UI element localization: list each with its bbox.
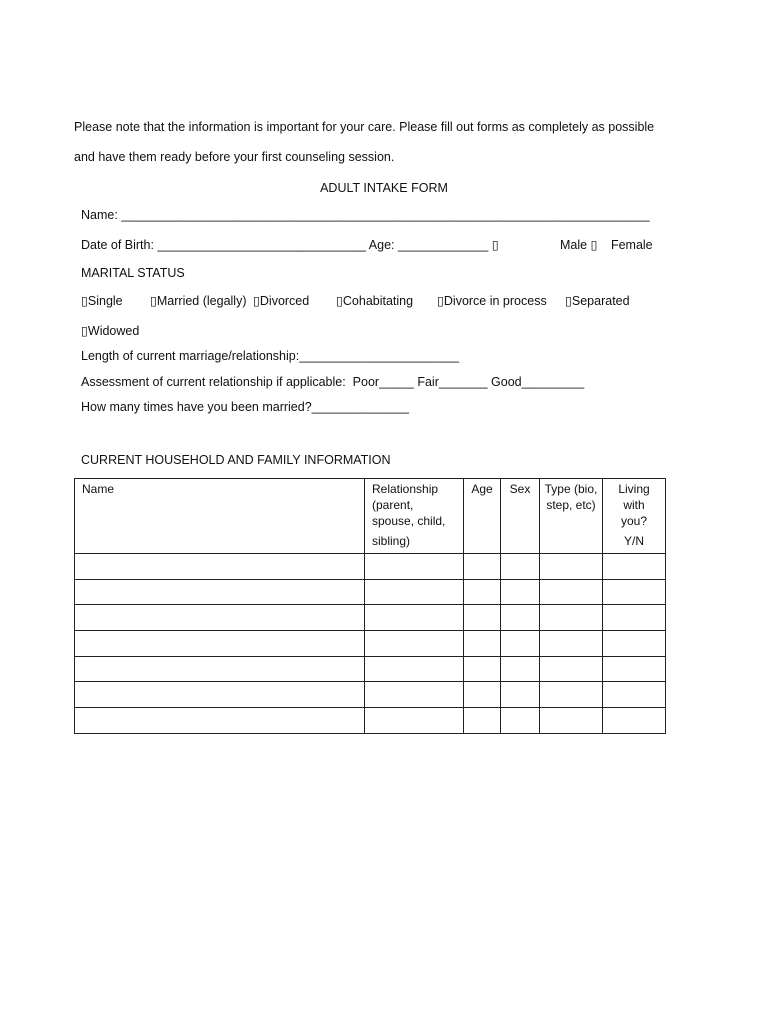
cell-name[interactable]: [75, 656, 365, 682]
checkbox-icon[interactable]: ▯: [81, 294, 88, 308]
dob-label: Date of Birth:: [81, 238, 154, 252]
marital-status-heading: MARITAL STATUS: [81, 266, 185, 280]
dob-input-line[interactable]: ______________________________: [157, 238, 366, 252]
cell-age[interactable]: [464, 579, 501, 605]
table-row: [75, 656, 666, 682]
cell-living-with-you[interactable]: [603, 579, 666, 605]
marital-option-widowed[interactable]: ▯Widowed: [81, 324, 140, 338]
household-table: [74, 478, 666, 734]
checkbox-icon[interactable]: ▯: [565, 294, 572, 308]
household-table-header: [75, 479, 666, 554]
cell-age[interactable]: [464, 682, 501, 708]
table-row: [75, 579, 666, 605]
table-row: [75, 631, 666, 657]
marital-option-divorce-in-process[interactable]: ▯Divorce in process: [437, 294, 547, 308]
cell-type[interactable]: [540, 656, 603, 682]
col-header-living-with-you: Living with you? Y/N: [603, 479, 666, 554]
cell-living-with-you[interactable]: [603, 631, 666, 657]
assessment-row: [81, 375, 584, 389]
good-label: Good: [491, 375, 522, 389]
times-married-input-line[interactable]: ______________: [311, 400, 409, 414]
cell-name[interactable]: [75, 631, 365, 657]
dob-row: [81, 237, 499, 252]
cell-age[interactable]: [464, 656, 501, 682]
age-input-line[interactable]: _____________: [398, 238, 489, 252]
intro-line-2: and have them ready before your first counseling session.: [74, 150, 395, 164]
household-heading: CURRENT HOUSEHOLD AND FAMILY INFORMATION: [81, 453, 391, 467]
table-row: [75, 708, 666, 734]
poor-label: Poor: [352, 375, 380, 389]
col-header-sex: Sex: [501, 479, 540, 554]
fair-input-line[interactable]: _______: [438, 375, 488, 389]
cell-age[interactable]: [464, 708, 501, 734]
name-input-line[interactable]: ____________________________________________________________________________: [121, 208, 650, 222]
male-label: Male: [560, 238, 588, 252]
cell-age[interactable]: [464, 554, 501, 580]
table-row: [75, 554, 666, 580]
checkbox-icon[interactable]: ▯: [253, 294, 260, 308]
marital-option-cohabitating[interactable]: ▯Cohabitating: [336, 294, 414, 308]
cell-sex[interactable]: [501, 682, 540, 708]
cell-relationship[interactable]: [365, 656, 464, 682]
cell-name[interactable]: [75, 605, 365, 631]
intro-line-1: Please note that the information is important for your care. Please fill out forms as completely as possible: [74, 120, 655, 134]
cell-type[interactable]: [540, 579, 603, 605]
cell-living-with-you[interactable]: [603, 656, 666, 682]
cell-relationship[interactable]: [365, 682, 464, 708]
name-row: [81, 208, 650, 222]
relationship-length-input-line[interactable]: _______________________: [299, 349, 460, 363]
cell-name[interactable]: [75, 682, 365, 708]
cell-name[interactable]: [75, 708, 365, 734]
col-header-relationship: Relationship (parent, spouse, child, sibling): [365, 479, 464, 554]
female-label: Female: [610, 238, 653, 252]
cell-age[interactable]: [464, 631, 501, 657]
checkbox-icon[interactable]: ▯: [150, 294, 157, 308]
cell-type[interactable]: [540, 682, 603, 708]
cell-sex[interactable]: [501, 579, 540, 605]
cell-living-with-you[interactable]: [603, 605, 666, 631]
cell-type[interactable]: [540, 631, 603, 657]
checkbox-icon[interactable]: ▯: [336, 294, 343, 308]
household-table-body: [75, 554, 666, 734]
name-label: Name:: [81, 208, 118, 222]
cell-living-with-you[interactable]: [603, 682, 666, 708]
good-input-line[interactable]: _________: [521, 375, 585, 389]
cell-type[interactable]: [540, 708, 603, 734]
sex-checkbox-1-icon[interactable]: ▯: [491, 238, 499, 252]
cell-sex[interactable]: [501, 605, 540, 631]
cell-sex[interactable]: [501, 631, 540, 657]
marital-option-separated[interactable]: ▯Separated: [565, 294, 630, 308]
assessment-label: Assessment of current relationship if applicable:: [81, 375, 346, 389]
cell-sex[interactable]: [501, 656, 540, 682]
cell-name[interactable]: [75, 554, 365, 580]
age-label: Age:: [368, 238, 395, 252]
table-row: [75, 682, 666, 708]
table-row: [75, 605, 666, 631]
cell-sex[interactable]: [501, 554, 540, 580]
sex-options: [560, 237, 653, 252]
cell-name[interactable]: [75, 579, 365, 605]
cell-relationship[interactable]: [365, 579, 464, 605]
sex-checkbox-2-icon[interactable]: ▯: [590, 238, 598, 252]
cell-relationship[interactable]: [365, 605, 464, 631]
cell-sex[interactable]: [501, 708, 540, 734]
marital-option-divorced[interactable]: ▯Divorced: [253, 294, 310, 308]
col-header-age: Age: [464, 479, 501, 554]
cell-type[interactable]: [540, 605, 603, 631]
poor-input-line[interactable]: _____: [379, 375, 414, 389]
relationship-length-label: Length of current marriage/relationship:: [81, 349, 300, 363]
marital-option-married[interactable]: ▯Married (legally): [150, 294, 247, 308]
cell-living-with-you[interactable]: [603, 554, 666, 580]
times-married-row: [81, 400, 409, 414]
form-title: ADULT INTAKE FORM: [320, 181, 448, 195]
fair-label: Fair: [417, 375, 439, 389]
marital-option-single[interactable]: ▯Single: [81, 294, 123, 308]
cell-relationship[interactable]: [365, 631, 464, 657]
cell-type[interactable]: [540, 554, 603, 580]
cell-relationship[interactable]: [365, 554, 464, 580]
times-married-label: How many times have you been married?: [81, 400, 312, 414]
relationship-length-row: [81, 349, 459, 363]
cell-relationship[interactable]: [365, 708, 464, 734]
checkbox-icon[interactable]: ▯: [437, 294, 444, 308]
cell-living-with-you[interactable]: [603, 708, 666, 734]
checkbox-icon[interactable]: ▯: [81, 324, 88, 338]
col-header-type: Type (bio, step, etc): [540, 479, 603, 554]
col-header-name: Name: [75, 479, 365, 554]
cell-age[interactable]: [464, 605, 501, 631]
